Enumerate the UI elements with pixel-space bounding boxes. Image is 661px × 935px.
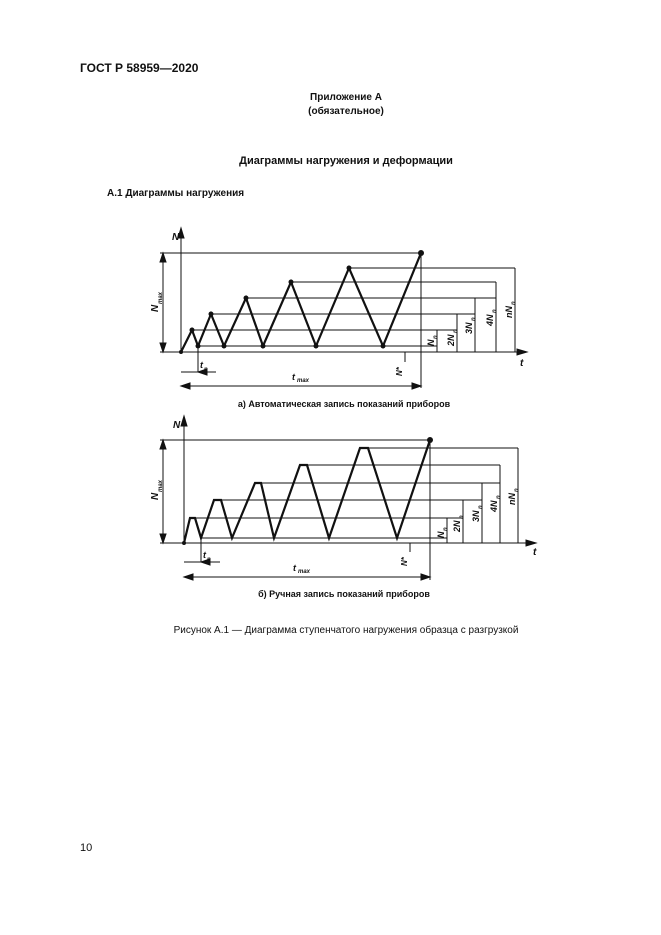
t-max-label: t (292, 372, 295, 382)
level-label-4: 4N (485, 314, 495, 326)
level-label-3: 3N (464, 322, 474, 334)
t-max-label: t (293, 563, 296, 573)
level-label-1: N (426, 339, 436, 346)
appendix-status: (обязательное) (308, 106, 384, 117)
t-one-sub: n (204, 367, 208, 373)
level-label-4: 4N (489, 500, 499, 512)
level-label-3: 3N (471, 510, 481, 522)
level-sub-5: n (514, 488, 520, 492)
level-sub-4: n (492, 309, 498, 313)
level-label-5: nN (504, 306, 514, 318)
level-sub-5: n (511, 301, 517, 305)
t-max-sub: max (297, 378, 310, 384)
document-header: ГОСТ Р 58959—2020 (80, 61, 199, 75)
page-number: 10 (80, 842, 93, 854)
level-sub-2: n (459, 515, 465, 519)
level-label-1: N (436, 531, 446, 538)
section-title: Диаграммы нагружения и деформации (239, 155, 453, 167)
x-axis-label: t (533, 547, 537, 558)
t-max-sub: max (298, 569, 311, 575)
n-star-label: N* (400, 557, 409, 566)
level-sub-3: n (478, 505, 484, 509)
t-one-label: t (200, 360, 203, 370)
level-label-2: 2N (446, 334, 456, 346)
y-axis-label: N (173, 420, 181, 431)
level-sub-3: n (471, 317, 477, 321)
n-star-label: N* (395, 367, 404, 376)
x-axis-label: t (520, 358, 524, 369)
y-axis-label: N (172, 232, 180, 243)
diagram-a-caption: а) Автоматическая запись показаний приборов (237, 399, 451, 409)
level-sub-4: n (496, 495, 502, 499)
n-max-label: N (150, 304, 161, 312)
figure-caption: Рисунок А.1 — Диаграмма ступенчатого нагружения образца с разгрузкой (173, 625, 519, 636)
t-one-sub: n (207, 557, 211, 563)
level-sub-2: n (453, 329, 459, 333)
t-one-label: t (203, 550, 206, 560)
level-label-5: nN (507, 493, 517, 505)
diagram-b-caption: б) Ручная запись показаний приборов (258, 589, 430, 599)
appendix-title: Приложение А (310, 92, 382, 103)
level-sub-1: n (433, 335, 439, 339)
level-sub-1: n (443, 527, 449, 531)
n-max-label: N (150, 492, 161, 500)
subsection-title: А.1 Диаграммы нагружения (107, 188, 245, 199)
n-max-sub: max (158, 479, 164, 492)
n-max-sub: max (158, 291, 164, 304)
level-label-2: 2N (452, 520, 462, 532)
